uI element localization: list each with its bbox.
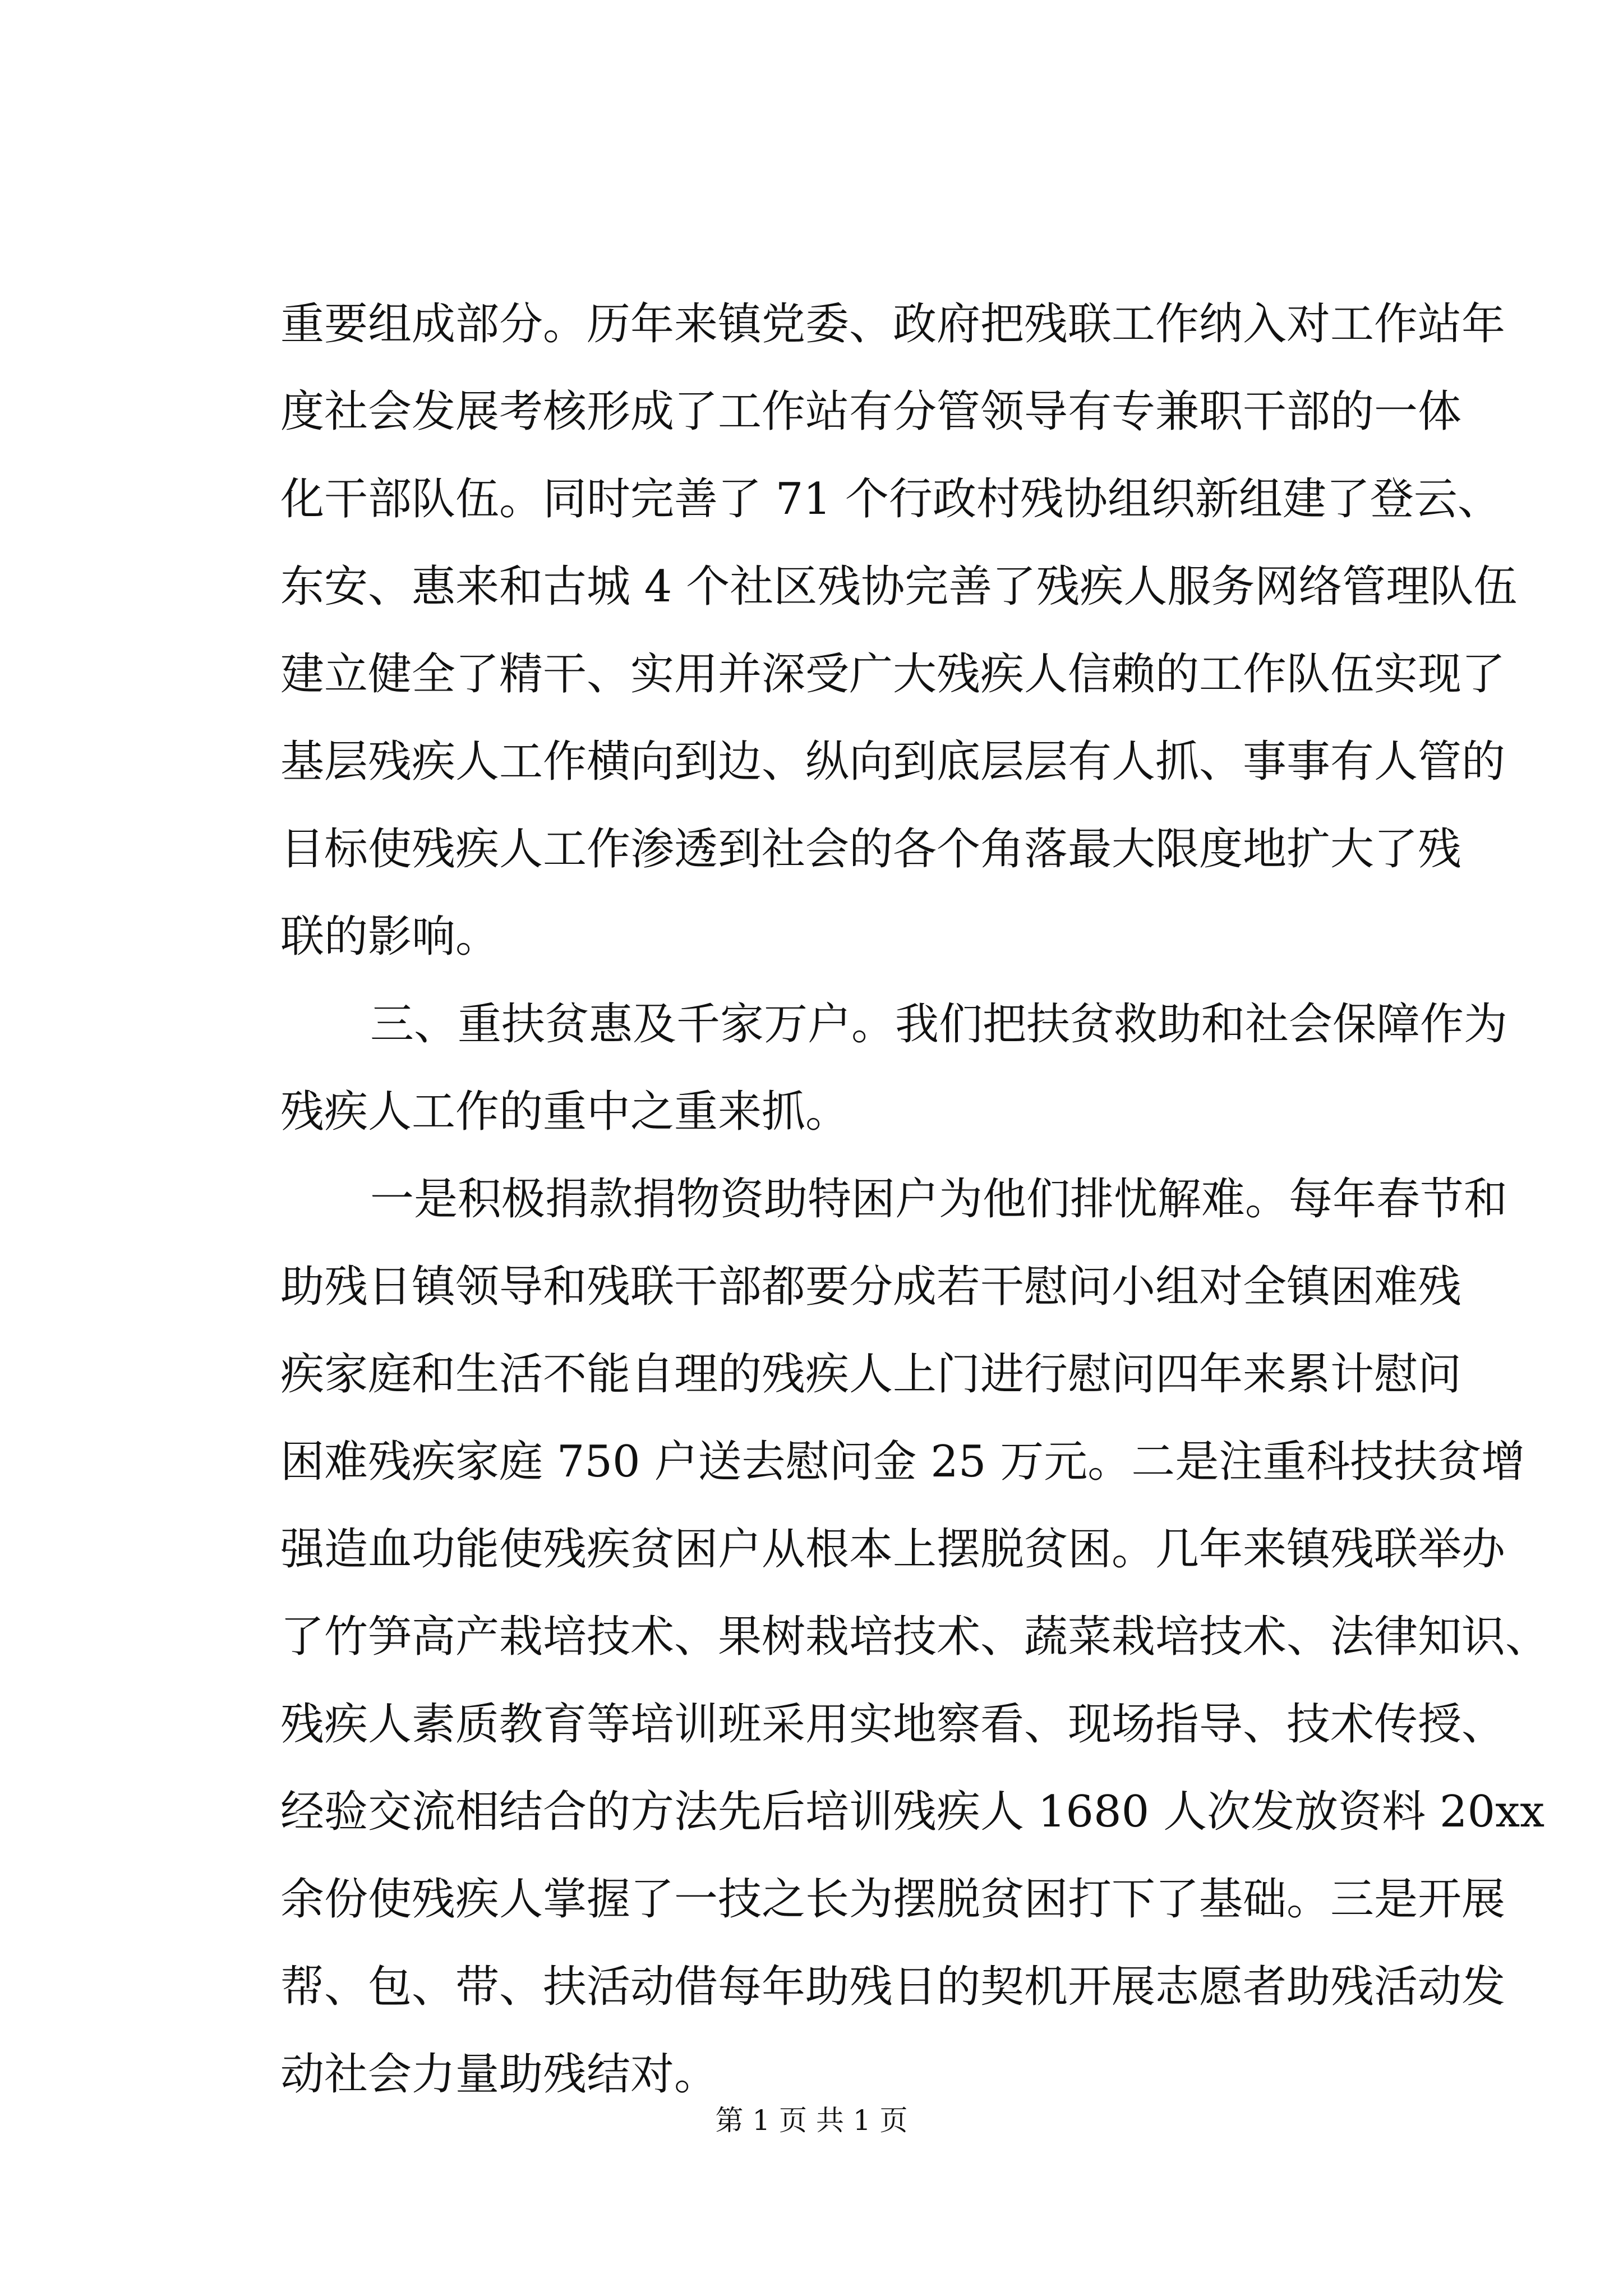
page-footer: 第 1 页 共 1 页	[715, 2104, 908, 2137]
document-line: 余份使残疾人掌握了一技之长为摆脱贫困打下了基础。三是开展	[280, 1874, 1506, 1925]
document-line: 东安、惠来和古城 4 个社区残协完善了残疾人服务网络管理队伍	[280, 562, 1518, 612]
document-line: 一是积极捐款捐物资助特困户为他们排忧解难。每年春节和	[370, 1174, 1508, 1225]
document-line: 目标使残疾人工作渗透到社会的各个角落最大限度地扩大了残	[280, 824, 1462, 875]
document-line: 重要组成部分。历年来镇党委、政府把残联工作纳入对工作站年	[280, 299, 1506, 349]
document-line: 动社会力量助残结对。	[280, 2049, 718, 2100]
document-body	[280, 280, 1550, 2118]
document-line: 经验交流相结合的方法先后培训残疾人 1680 人次发放资料 20xx	[280, 1787, 1545, 1837]
document-line: 化干部队伍。同时完善了 71 个行政村残协组织新组建了登云、	[280, 474, 1501, 524]
document-line: 强造血功能使残疾贫困户从根本上摆脱贫困。几年来镇残联举办	[280, 1524, 1506, 1575]
document-line: 帮、包、带、扶活动借每年助残日的契机开展志愿者助残活动发	[280, 1962, 1506, 2012]
document-line: 困难残疾家庭 750 户送去慰问金 25 万元。二是注重科技扶贫增	[280, 1437, 1525, 1487]
document-line: 建立健全了精干、实用并深受广大残疾人信赖的工作队伍实现了	[280, 649, 1506, 700]
document-line: 残疾人素质教育等培训班采用实地察看、现场指导、技术传授、	[280, 1699, 1506, 1750]
document-line: 疾家庭和生活不能自理的残疾人上门进行慰问四年来累计慰问	[280, 1349, 1462, 1400]
document-line: 联的影响。	[280, 912, 500, 962]
document-line: 度社会发展考核形成了工作站有分管领导有专兼职干部的一体	[280, 386, 1462, 437]
document-line: 基层残疾人工作横向到边、纵向到底层层有人抓、事事有人管的	[280, 737, 1506, 787]
document-line: 三、重扶贫惠及千家万户。我们把扶贫救助和社会保障作为	[370, 999, 1508, 1050]
document-line: 残疾人工作的重中之重来抓。	[280, 1087, 850, 1137]
document-line: 了竹笋高产栽培技术、果树栽培技术、蔬菜栽培技术、法律知识、	[280, 1612, 1550, 1662]
document-line: 助残日镇领导和残联干部都要分成若干慰问小组对全镇困难残	[280, 1262, 1462, 1312]
